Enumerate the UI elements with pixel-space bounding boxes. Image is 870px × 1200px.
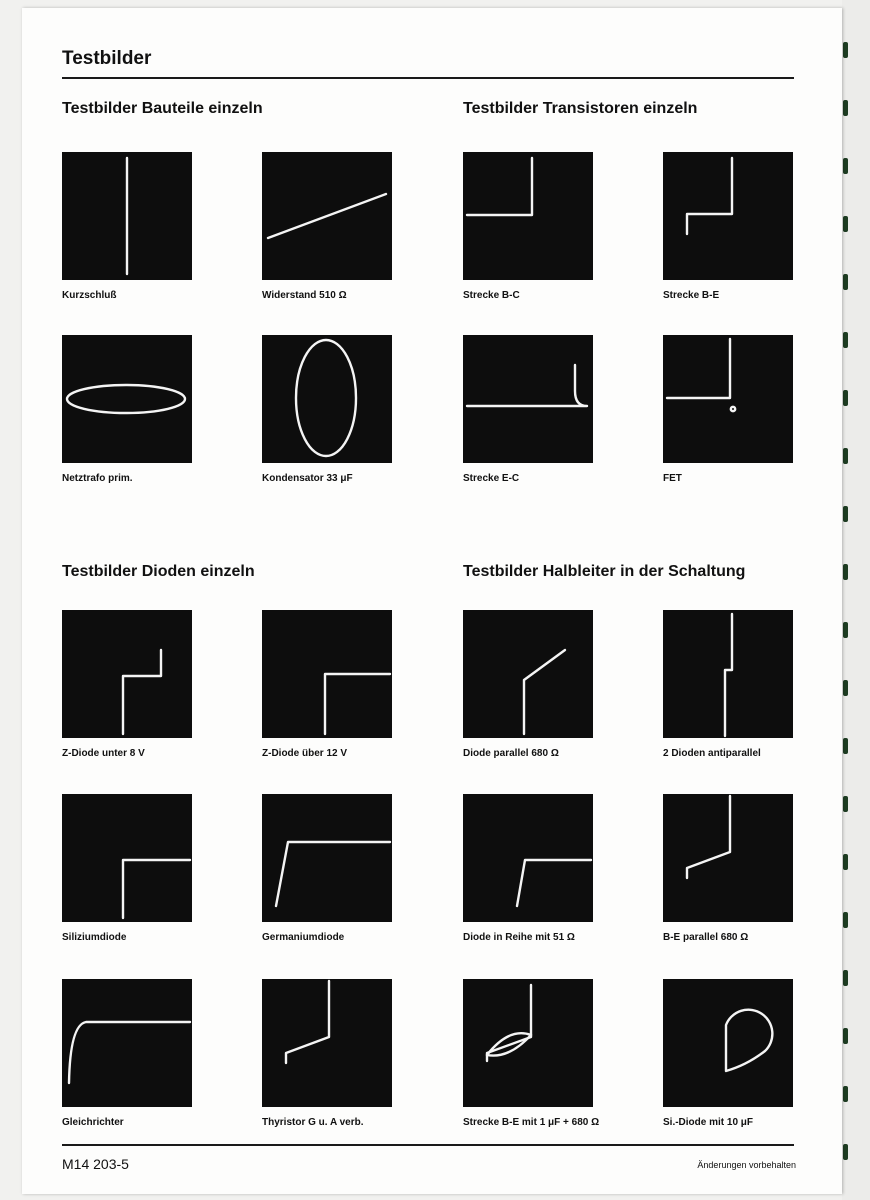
oscilloscope-screen [663, 152, 793, 280]
test-trace [726, 1010, 772, 1071]
oscilloscope-screen [262, 794, 392, 922]
oscilloscope-screen [62, 152, 192, 280]
test-trace [467, 158, 532, 215]
binding-ring [843, 390, 848, 406]
test-trace [687, 158, 732, 234]
oscilloscope-screen [663, 335, 793, 463]
test-trace [325, 674, 390, 734]
test-pattern-caption: Siliziumdiode [62, 932, 127, 943]
oscilloscope-screen [463, 794, 593, 922]
binding-ring [843, 216, 848, 232]
binding-ring [843, 912, 848, 928]
binding-ring [843, 274, 848, 290]
test-pattern-caption: Diode in Reihe mit 51 Ω [463, 932, 575, 943]
oscilloscope-screen [62, 610, 192, 738]
binding-ring [843, 100, 848, 116]
oscilloscope-screen [262, 152, 392, 280]
oscilloscope-screen [663, 979, 793, 1107]
test-pattern-caption: Strecke B-C [463, 290, 520, 301]
section-title-bauteile: Testbilder Bauteile einzeln [62, 100, 263, 117]
test-pattern-caption: Z-Diode unter 8 V [62, 748, 145, 759]
test-pattern-caption: Thyristor G u. A verb. [262, 1117, 364, 1128]
oscilloscope-screen [262, 610, 392, 738]
test-pattern-caption: Widerstand 510 Ω [262, 290, 347, 301]
test-pattern-caption: Kondensator 33 μF [262, 473, 353, 484]
binding-ring [843, 448, 848, 464]
oscilloscope-screen [463, 335, 593, 463]
test-trace [276, 842, 390, 906]
test-pattern-caption: Gleichrichter [62, 1117, 124, 1128]
oscilloscope-screen [463, 610, 593, 738]
page-title: Testbilder [62, 48, 152, 69]
oscilloscope-screen [663, 794, 793, 922]
binding-ring [843, 1144, 848, 1160]
test-trace [69, 1022, 190, 1083]
test-pattern-caption: Germaniumdiode [262, 932, 345, 943]
oscilloscope-screen [262, 979, 392, 1107]
binding-ring [843, 332, 848, 348]
binding-ring [843, 1028, 848, 1044]
oscilloscope-screen [463, 979, 593, 1107]
section-title-halbleiter: Testbilder Halbleiter in der Schaltung [463, 563, 746, 580]
binding-ring [843, 970, 848, 986]
section-title-dioden: Testbilder Dioden einzeln [62, 563, 255, 580]
oscilloscope-screen [262, 335, 392, 463]
binding-ring [843, 158, 848, 174]
oscilloscope-screen [463, 152, 593, 280]
binding-strip [842, 0, 870, 1200]
binding-ring [843, 738, 848, 754]
section-title-transistoren: Testbilder Transistoren einzeln [463, 100, 698, 117]
test-pattern-caption: FET [663, 473, 682, 484]
oscilloscope-screen [62, 794, 192, 922]
binding-ring [843, 564, 848, 580]
test-pattern-caption: 2 Dioden antiparallel [663, 748, 761, 759]
test-trace [687, 796, 730, 878]
test-trace [517, 860, 591, 906]
binding-ring [843, 1086, 848, 1102]
test-pattern-caption: Kurzschluß [62, 290, 117, 301]
test-pattern-caption: Strecke B-E [663, 290, 720, 301]
binding-ring [843, 42, 848, 58]
test-trace [296, 340, 356, 456]
test-trace [268, 194, 386, 238]
test-pattern-caption: Diode parallel 680 Ω [463, 748, 559, 759]
footer-rule [62, 1144, 794, 1146]
binding-ring [843, 506, 848, 522]
binding-ring [843, 854, 848, 870]
test-trace [123, 650, 161, 734]
test-trace [123, 860, 190, 918]
test-trace [725, 614, 732, 736]
oscilloscope-screen [62, 979, 192, 1107]
document-code: M14 203-5 [62, 1156, 129, 1172]
test-pattern-caption: Strecke E-C [463, 473, 520, 484]
test-pattern-caption: B-E parallel 680 Ω [663, 932, 749, 943]
test-pattern-caption: Si.-Diode mit 10 μF [663, 1117, 754, 1128]
test-trace [286, 981, 329, 1063]
test-trace [67, 385, 185, 413]
test-trace [667, 339, 735, 411]
binding-ring [843, 796, 848, 812]
oscilloscope-screen [62, 335, 192, 463]
test-pattern-caption: Strecke B-E mit 1 μF + 680 Ω [463, 1117, 600, 1128]
test-trace [524, 650, 565, 734]
test-pattern-caption: Netztrafo prim. [62, 473, 133, 484]
test-pattern-caption: Z-Diode über 12 V [262, 748, 348, 759]
binding-ring [843, 680, 848, 696]
binding-ring [843, 622, 848, 638]
test-trace [487, 985, 531, 1061]
footer-note: Änderungen vorbehalten [697, 1160, 796, 1170]
title-rule [62, 77, 794, 79]
oscilloscope-screen [663, 610, 793, 738]
test-trace [467, 365, 587, 406]
